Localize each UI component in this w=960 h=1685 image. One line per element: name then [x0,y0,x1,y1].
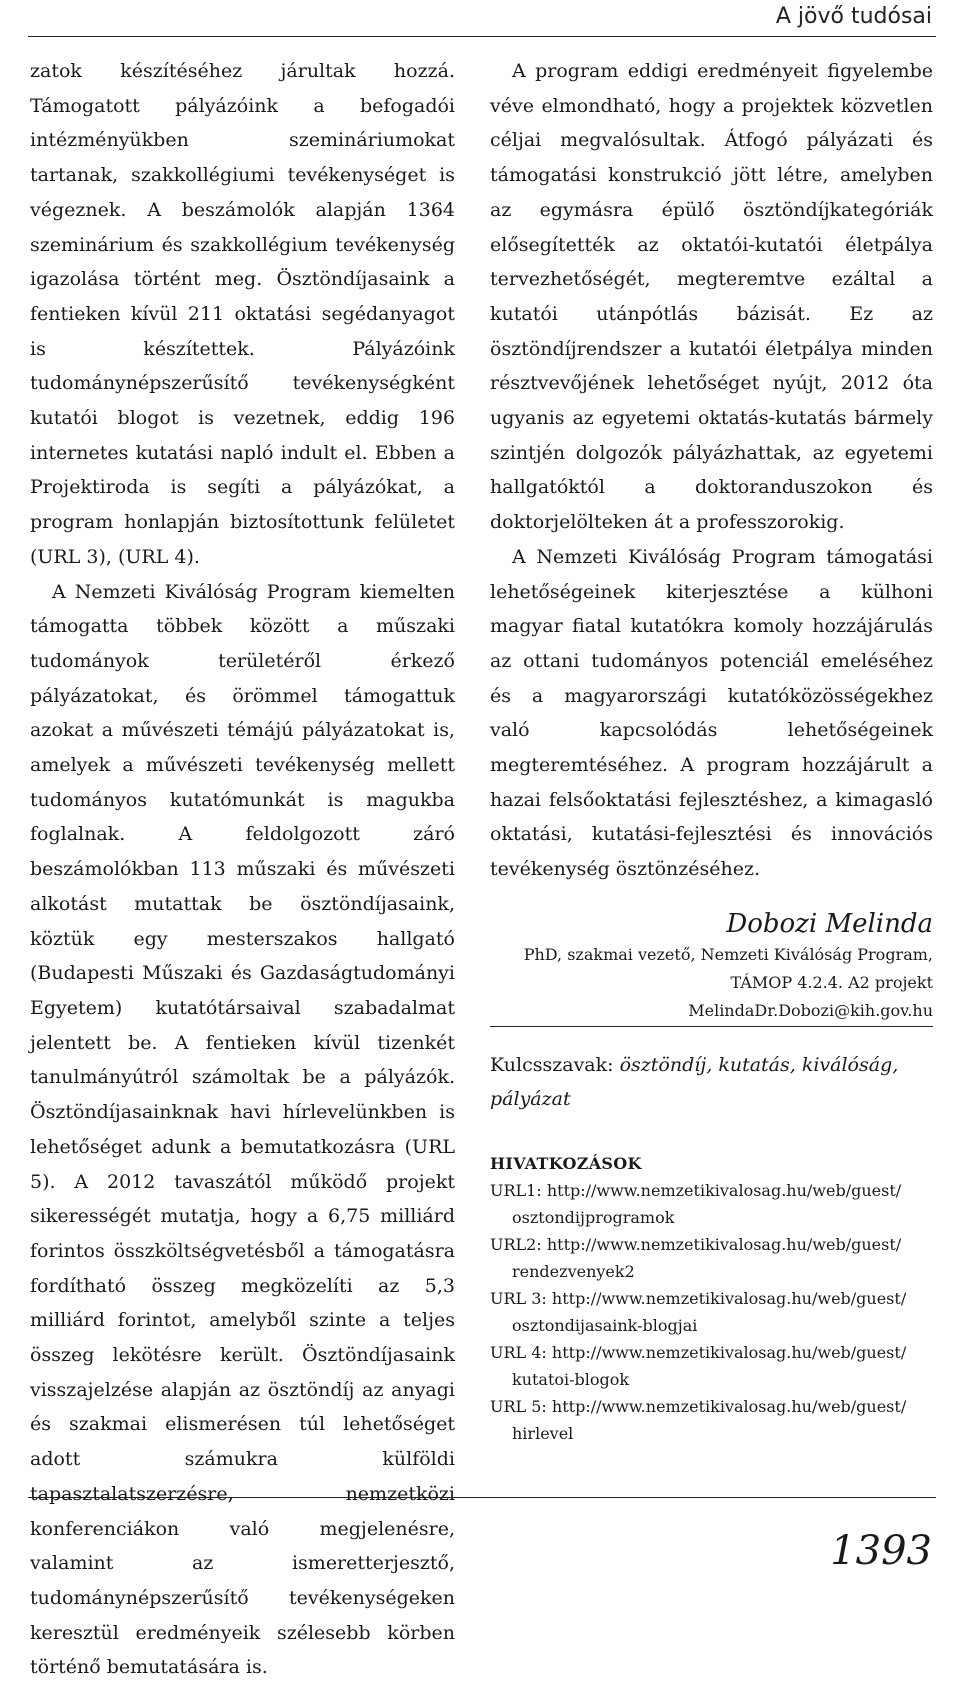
right-paragraph-1: A program eddigi eredményeit figyelembe véve elmondható, hogy a projektek közvetlen céljai megvalósultak. Átfogó pályázati és támogatási konstrukció jött létre, amelyben az egymásra épülő ösztöndíjkategóriák elősegítették az oktatói-kutatói életpálya tervezhetőségét, megteremtve ezáltal a kutatói utánpótlás bázisát. Ez az ösztöndíjrendszer a kutatói életpálya minden résztvevőjének lehetőséget nyújt, 2012 óta ugyanis az egyetemi oktatás-kutatás bármely szintjén dolgozók pályázhattak, az egyetemi hallgatóktól a doktoranduszokon és doktorjelölteken át a professzorokig. [490,60,933,534]
left-column [30,54,455,1685]
page-number: 1393 [830,1528,932,1574]
reference-item [490,1231,933,1285]
reference-label: URL2: [490,1235,542,1254]
references-section [490,1150,933,1447]
keywords-label: Kulcsszavak: [490,1054,614,1076]
header-divider [28,36,936,37]
left-paragraph-1: zatok készítéséhez járultak hozzá. Támogatott pályázóink a befogadói intézményükben szemináriumokat tartanak, szakkollégiumi tevékenységet is végeznek. A beszámolók alapján 1364 szeminárium és szakkollégium tevékenység igazolása történt meg. Ösztöndíjasaink a fentieken kívül 211 oktatási segédanyagot is készítettek. Pályázóink tudománynépszerűsítő tevékenységként kutatói blogot is vezetnek, eddig 196 internetes kutatási napló indult el. Ebben a Projektiroda is segíti a pályázókat, a program honlapján biztosítottunk felületet (URL 3), (URL 4). [30,60,455,568]
reference-label: URL 5: [490,1397,547,1416]
reference-url-continuation[interactable]: kutatoi-blogok [512,1370,630,1389]
reference-label: URL 3: [490,1289,547,1308]
reference-item [490,1339,933,1393]
reference-url[interactable]: http://www.nemzetikivalosag.hu/web/guest/ [546,1235,902,1254]
reference-item [490,1285,933,1339]
author-affiliation: PhD, szakmai vezető, Nemzeti Kiválóság Program, [523,944,933,964]
references-heading: HIVATKOZÁSOK [490,1154,642,1173]
left-paragraph-2: A Nemzeti Kiválóság Program kiemelten támogatta többek között a műszaki tudományok területéről érkező pályázatokat, és örömmel támogattuk azokat a művészeti témájú pályázatokat is, amelyek a művészeti tevékenység mellett tudományos kutatómunkát is magukba foglalnak. A feldolgozott záró beszámolókban 113 műszaki és művészeti alkotást mutattak be ösztöndíjasaink, köztük egy mesterszakos hallgató (Budapesti Műszaki és Gazdaságtudományi Egyetem) kutatótársaival szabadalmat jelentett be. A fentieken kívül tizenkét tanulmányútról számoltak be a pályázók. Ösztöndíjasainknak havi hírlevelünkben is lehetőséget adunk a bemutatkozásra (URL 5). A 2012 tavaszától működő projekt sikerességét mutatja, hogy a 6,75 milliárd forintos összköltségvetésből a támogatásra fordítható összeg megközelíti az 5,3 milliárd forintot, amelyből szinte a teljes összeg lekötésre került. Ösztöndíjasaink visszajelzése alapján az ösztöndíj az anyagi és szakmai elismerésen túl lehetőséget adott számukra külföldi tapasztalatszerzésre, nemzetközi konferenciákon való megjelenésre, valamint az ismeretterjesztő, tudománynépszerűsítő tevékenységeken keresztül eredményeik szélesebb körben történő bemutatására is. [30,580,455,1679]
reference-url[interactable]: http://www.nemzetikivalosag.hu/web/guest/ [546,1181,902,1200]
author-name: Dobozi Melinda [726,908,933,939]
reference-url-continuation[interactable]: osztondijasaink-blogjai [512,1316,698,1335]
reference-label: URL 4: [490,1343,547,1362]
reference-url[interactable]: http://www.nemzetikivalosag.hu/web/guest/ [551,1397,907,1416]
reference-url-continuation[interactable]: hirlevel [512,1424,574,1443]
reference-url[interactable]: http://www.nemzetikivalosag.hu/web/guest/ [551,1343,907,1362]
reference-label: URL1: [490,1181,542,1200]
reference-item [490,1177,933,1231]
reference-url-continuation[interactable]: rendezvenyek2 [512,1262,635,1281]
reference-url-continuation[interactable]: osztondijprogramok [512,1208,675,1227]
reference-url[interactable]: http://www.nemzetikivalosag.hu/web/guest/ [551,1289,907,1308]
author-email: MelindaDr.Dobozi@kih.gov.hu [688,1000,933,1020]
keywords-block [490,1048,933,1116]
right-column [490,54,933,1025]
keywords-values: ösztöndíj, kutatás, kiválóság, pályázat [490,1054,899,1110]
keywords-divider [490,1026,933,1027]
author-project: TÁMOP 4.2.4. A2 projekt [730,972,933,992]
running-header-title: A jövő tudósai [775,4,932,29]
reference-item [490,1393,933,1447]
right-paragraph-2: A Nemzeti Kiválóság Program támogatási lehetőségeinek kiterjesztése a külhoni magyar fiatal kutatókra komoly hozzájárulás az ottani tudományos potenciál emeléséhez és a magyarországi kutatóközösségekhez való kapcsolódás lehetőségeinek megteremtéséhez. A program hozzájárult a hazai felsőoktatási fejlesztéshez, a kimagasló oktatási, kutatási-fejlesztési és innovációs tevékenység ösztönzéséhez. [490,545,933,881]
footer-divider [28,1497,936,1498]
